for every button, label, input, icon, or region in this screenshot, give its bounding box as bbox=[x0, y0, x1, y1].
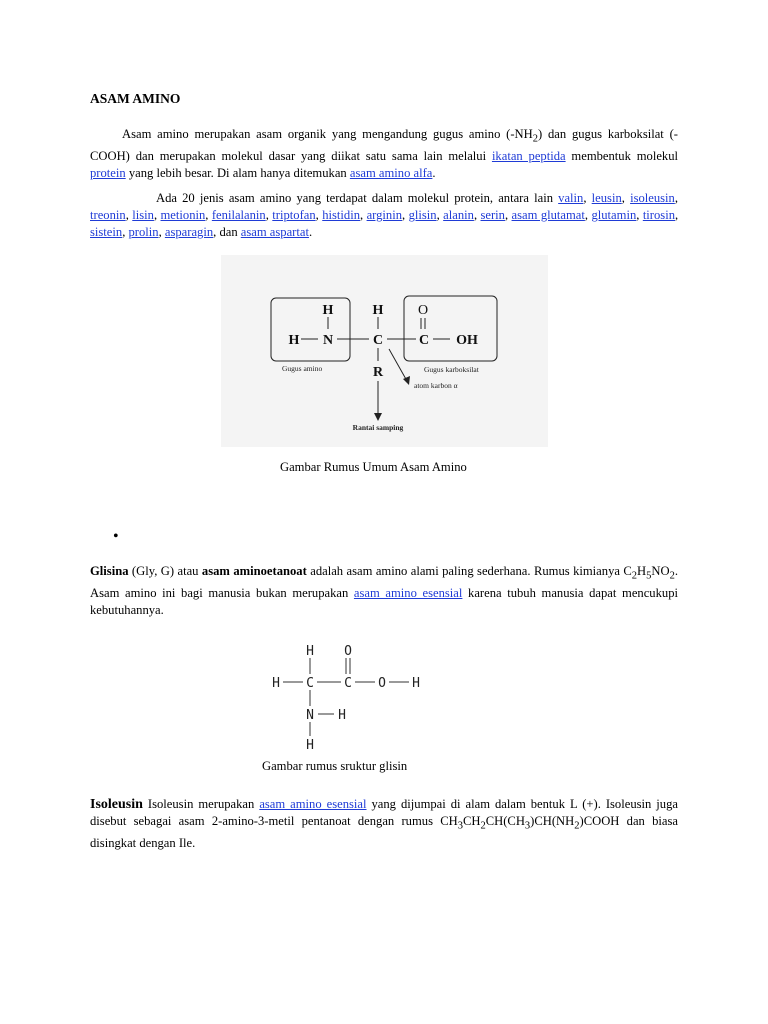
atom-r: R bbox=[372, 365, 384, 380]
figure-background bbox=[221, 255, 548, 447]
glisina-paragraph bbox=[90, 563, 678, 619]
isoleusin-text-5: )CH(NH bbox=[530, 814, 575, 828]
label-rantai-samping: Rantai samping bbox=[352, 423, 404, 432]
atom-o: O bbox=[417, 303, 429, 318]
link-separator: , bbox=[360, 208, 367, 222]
link-valin[interactable]: valin bbox=[558, 191, 584, 205]
glycine-c2: C bbox=[344, 676, 352, 691]
isoleusin-text-3: CH bbox=[462, 814, 481, 828]
link-separator: , bbox=[584, 208, 592, 222]
link-histidin[interactable]: histidin bbox=[322, 208, 361, 222]
glycine-h-bottom: H bbox=[306, 738, 314, 753]
atom-h-amino-top: H bbox=[322, 303, 334, 318]
link-glutamin[interactable]: glutamin bbox=[591, 208, 637, 222]
intro-text-1: Asam amino merupakan asam organik yang mengandung gugus amino (-NH bbox=[122, 127, 533, 141]
glycine-h-right: H bbox=[412, 676, 420, 691]
link-sistein[interactable]: sistein bbox=[90, 225, 123, 239]
glisina-name: Glisina bbox=[90, 564, 129, 578]
intro-subscript: 2 bbox=[532, 133, 538, 145]
atom-oh: OH bbox=[456, 333, 478, 348]
glycine-structure-figure bbox=[258, 638, 438, 753]
link-ikatan-peptida[interactable]: ikatan peptida bbox=[491, 148, 566, 163]
link-treonin[interactable]: treonin bbox=[90, 208, 126, 222]
atom-n: N bbox=[322, 333, 334, 348]
link-triptofan[interactable]: triptofan bbox=[272, 208, 316, 222]
label-gugus-karboksilat: Gugus karboksilat bbox=[424, 365, 479, 374]
isoleusin-text-6: )COOH dan biasa disingkat dengan Ile. bbox=[90, 814, 678, 850]
link-separator: , bbox=[122, 225, 129, 239]
link-asam-amino-esensial-isoleusin[interactable]: asam amino esensial bbox=[259, 797, 367, 811]
link-isoleusin[interactable]: isoleusin bbox=[630, 191, 675, 205]
label-atom-karbon-alpha: atom karbon α bbox=[414, 381, 458, 390]
link-asam-aspartat[interactable]: asam aspartat bbox=[240, 225, 309, 239]
isoleusin-text-4: CH(CH bbox=[485, 814, 525, 828]
glisina-text-4: NO bbox=[651, 564, 670, 578]
atom-c-carboxyl: C bbox=[418, 333, 430, 348]
intro-paragraph bbox=[90, 126, 678, 182]
glycine-o-right: O bbox=[378, 676, 386, 691]
glycine-o-top: O bbox=[344, 644, 352, 659]
link-separator: , bbox=[675, 208, 679, 222]
link-arginin[interactable]: arginin bbox=[366, 208, 403, 222]
link-protein[interactable]: protein bbox=[90, 165, 126, 180]
link-lisin[interactable]: lisin bbox=[132, 208, 154, 222]
glisina-bold-name: asam aminoetanoat bbox=[201, 564, 307, 578]
link-alanin[interactable]: alanin bbox=[443, 208, 474, 222]
atom-h-alpha-top: H bbox=[372, 303, 384, 318]
intro-text-3: membentuk molekul bbox=[565, 148, 678, 163]
link-asam-amino-esensial-glisina[interactable]: asam amino esensial bbox=[353, 585, 463, 600]
document-title: ASAM AMINO bbox=[90, 91, 181, 106]
figure2-caption: Gambar rumus sruktur glisin bbox=[262, 759, 408, 773]
glycine-h-left: H bbox=[272, 676, 280, 691]
list-end-text: . bbox=[308, 225, 313, 239]
link-separator: , bbox=[583, 191, 592, 205]
glisina-text-3: H bbox=[637, 564, 647, 578]
glisina-text-2: adalah asam amino alami paling sederhana. Rumus kimianya C bbox=[306, 564, 632, 578]
link-prolin[interactable]: prolin bbox=[128, 225, 159, 239]
link-separator: , bbox=[674, 191, 679, 205]
link-glisin[interactable]: glisin bbox=[408, 208, 437, 222]
glycine-h-n: H bbox=[338, 708, 346, 723]
link-separator: , bbox=[402, 208, 409, 222]
link-separator: , bbox=[125, 208, 133, 222]
link-separator: , bbox=[265, 208, 273, 222]
isoleusin-sub-3: 3 bbox=[524, 820, 531, 832]
link-serin[interactable]: serin bbox=[480, 208, 505, 222]
isoleusin-sub-1: 3 bbox=[457, 820, 463, 832]
glycine-h-top: H bbox=[306, 644, 314, 659]
isoleusin-sub-4: 2 bbox=[574, 820, 580, 832]
bullet-point: • bbox=[113, 528, 119, 545]
isoleusin-text-1: Isoleusin merupakan bbox=[142, 797, 260, 811]
isoleusin-paragraph bbox=[90, 796, 678, 852]
atom-c-alpha: C bbox=[372, 333, 384, 348]
intro-text-4: yang lebih besar. Di alam hanya ditemukan bbox=[125, 165, 350, 180]
glisina-text-1: (Gly, G) atau bbox=[128, 564, 202, 578]
list-lead-text: Ada 20 jenis asam amino yang terdapat dalam molekul protein, antara lain bbox=[156, 191, 559, 205]
glisina-sub-3: 2 bbox=[669, 570, 675, 582]
link-separator: , bbox=[315, 208, 323, 222]
isoleusin-sub-2: 2 bbox=[480, 820, 486, 832]
link-separator: , bbox=[504, 208, 512, 222]
isoleusin-text-2: yang dijumpai di alam dalam bentuk L (+). Isoleusin juga disebut sebagai asam 2-amino-3-metil pentanoat dengan rumus CH bbox=[90, 797, 678, 828]
glisina-sub-1: 2 bbox=[631, 570, 638, 582]
glycine-c1: C bbox=[306, 676, 314, 691]
link-tirosin[interactable]: tirosin bbox=[642, 208, 675, 222]
atom-h-left: H bbox=[288, 333, 300, 348]
label-gugus-amino: Gugus amino bbox=[282, 364, 323, 373]
amino-acid-general-structure-figure bbox=[221, 255, 548, 447]
link-separator: , bbox=[621, 191, 631, 205]
link-separator: , bbox=[153, 208, 161, 222]
intro-text-5: . bbox=[432, 165, 436, 180]
link-fenilalanin[interactable]: fenilalanin bbox=[211, 208, 266, 222]
link-metionin[interactable]: metionin bbox=[160, 208, 206, 222]
link-asam-glutamat[interactable]: asam glutamat bbox=[511, 208, 585, 222]
isoleusin-name: Isoleusin bbox=[90, 797, 143, 812]
intro-text-2: ) dan gugus karboksilat (-COOH) dan merupakan molekul dasar yang diikat satu sama lain melalui bbox=[90, 127, 678, 163]
link-separator: , bbox=[636, 208, 643, 222]
glycine-n: N bbox=[306, 708, 314, 723]
link-asam-amino-alfa[interactable]: asam amino alfa bbox=[349, 165, 433, 180]
amino-list-paragraph bbox=[90, 190, 678, 241]
list-and-text: , dan bbox=[213, 225, 241, 239]
glisina-text-6: karena tubuh manusia dapat mencukupi kebutuhannya. bbox=[90, 585, 678, 617]
figure1-caption: Gambar Rumus Umum Asam Amino bbox=[280, 460, 467, 474]
link-asparagin[interactable]: asparagin bbox=[164, 225, 214, 239]
link-separator: , bbox=[436, 208, 444, 222]
link-leusin[interactable]: leusin bbox=[591, 191, 622, 205]
link-separator: , bbox=[473, 208, 481, 222]
glisina-text-5: . Asam amino ini bagi manusia bukan merupakan bbox=[90, 564, 679, 600]
link-separator: , bbox=[205, 208, 212, 222]
link-separator: , bbox=[158, 225, 165, 239]
glisina-sub-2: 5 bbox=[646, 570, 652, 582]
